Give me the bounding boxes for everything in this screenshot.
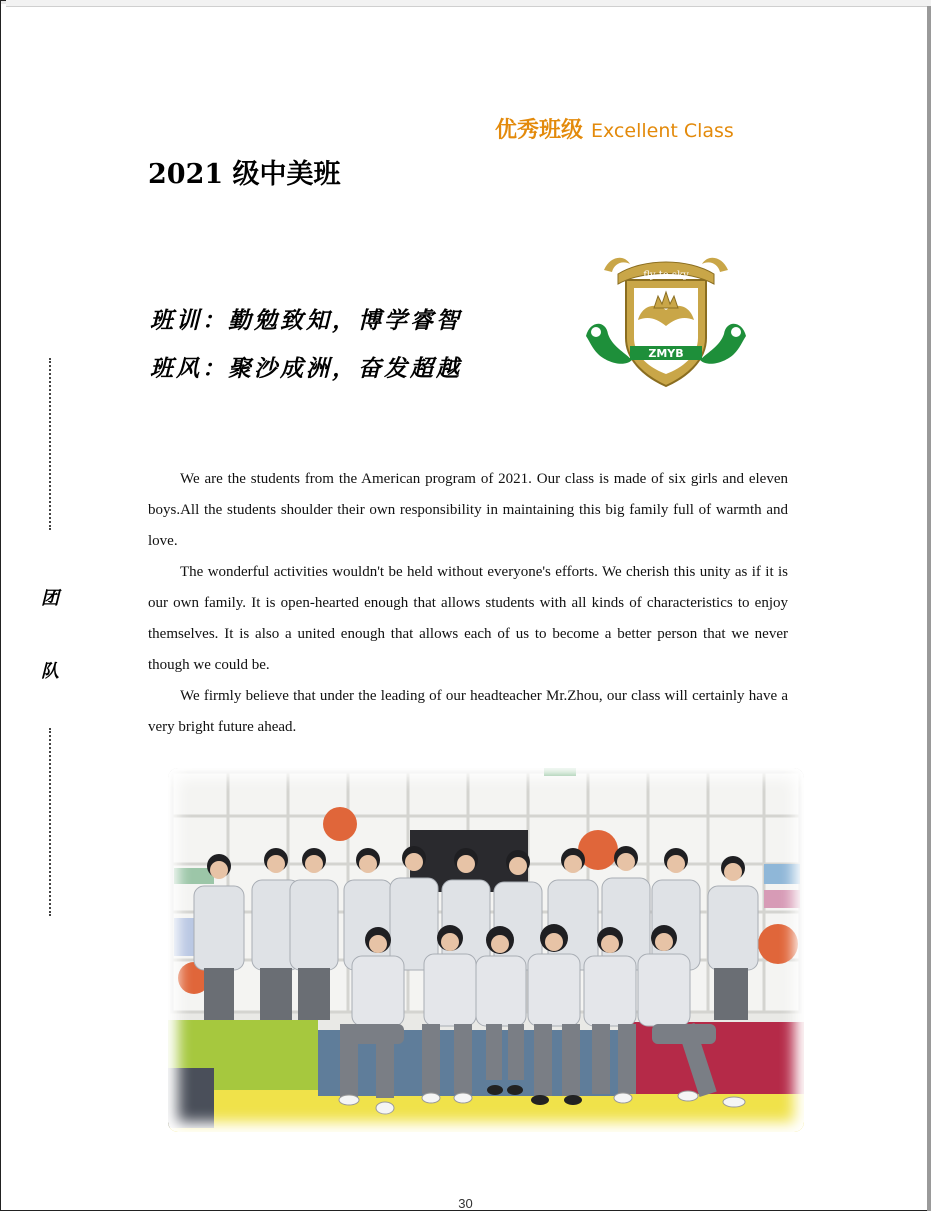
section-tag xyxy=(495,113,734,144)
right-swirl-eye xyxy=(731,327,741,337)
shelf-cushion xyxy=(758,924,798,964)
books xyxy=(764,864,800,884)
side-divider-top xyxy=(49,358,51,530)
left-swirl-eye xyxy=(591,327,601,337)
exit-sign xyxy=(544,768,576,776)
class-description xyxy=(148,464,788,743)
emblem-graphic xyxy=(584,250,748,392)
books xyxy=(764,890,800,908)
side-divider-bottom xyxy=(49,728,51,916)
sofa-dark xyxy=(168,1068,214,1128)
paragraph-1: We are the students from the American program of 2021. Our class is made of six girls and eleven boys.All the students shoulder their own responsibility in maintaining this big family full of warmth and love. xyxy=(148,471,788,549)
paragraph-2: The wonderful activities wouldn't be held without everyone's efforts. We cherish this unity as if it is our own family. It is open-hearted enough that allows students with all kinds of characteristics to enjoy themselves. It is also a united enough that allows each of us to become a better person that we never though we could be. xyxy=(148,564,788,673)
page-number: 30 xyxy=(458,1196,473,1211)
class-group-photo xyxy=(168,768,804,1132)
side-label-char-1: 团 xyxy=(41,588,59,609)
shelf-cushion xyxy=(323,807,357,841)
emblem-banner-text: fly to sky xyxy=(643,270,689,281)
page-title: 2021 级中美班 xyxy=(148,159,341,190)
page-edge-top xyxy=(6,0,931,7)
section-tag-cn: 优秀班级 xyxy=(495,118,584,143)
paragraph-3: We firmly believe that under the leading of our headteacher Mr.Zhou, our class will certainly have a very bright future ahead. xyxy=(148,688,788,735)
class-style: 班风：聚沙成洲，奋发超越 xyxy=(150,356,462,382)
emblem-shield-text: ZMYB xyxy=(648,347,684,360)
side-label-char-2: 队 xyxy=(41,661,59,682)
section-tag-en: Excellent Class xyxy=(591,120,734,142)
class-motto: 班训：勤勉致知，博学睿智 xyxy=(150,308,462,334)
group-photo-graphic xyxy=(168,768,804,1132)
page-edge-right xyxy=(927,6,931,1211)
class-emblem xyxy=(584,250,748,392)
